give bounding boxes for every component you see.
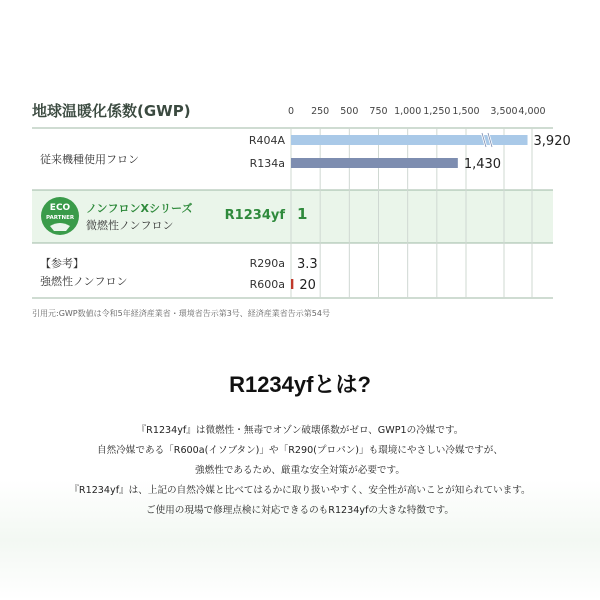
value-label-r1234yf: 1 xyxy=(297,205,308,223)
bar-r134a xyxy=(291,158,458,168)
row-label-r404a: R404A xyxy=(248,134,285,147)
x-tick-label: 1,500 xyxy=(452,106,480,117)
x-tick-label: 4,000 xyxy=(518,106,546,117)
x-tick-labels xyxy=(288,106,546,117)
explanation-line: 『R1234yf』は微燃性・無毒でオゾン破壊係数がゼロ、GWP1の冷媒です。 xyxy=(136,425,464,436)
explanation-line: 自然冷媒である「R600a(イソブタン)」や「R290(プロパン)」も環境にやさしい冷媒ですが、 xyxy=(97,445,503,456)
x-tick-label: 1,250 xyxy=(423,106,451,117)
group-sublabel-strong: 強燃性ノンフロン xyxy=(40,275,128,288)
highlight-band xyxy=(32,190,553,243)
value-label-r404a: 3,920 xyxy=(533,134,571,149)
explanation-title: R1234yfとは? xyxy=(229,372,371,397)
value-label-r290a: 3.3 xyxy=(297,257,318,272)
eco-badge-line2: PARTNER xyxy=(45,215,75,221)
row-label-r600a: R600a xyxy=(249,278,285,291)
explanation-line: 強燃性であるため、厳重な安全対策が必要です。 xyxy=(195,465,405,476)
x-tick-label: 250 xyxy=(311,106,330,117)
source-note: 引用元:GWP数値は令和5年経済産業省・環境省告示第3号、経済産業省告示第54号 xyxy=(32,309,330,318)
value-label-r600a: 20 xyxy=(299,278,316,293)
eco-badge-line1: ECO xyxy=(49,203,71,213)
x-tick-label: 500 xyxy=(340,106,359,117)
eco-badge xyxy=(41,197,79,235)
x-tick-label: 0 xyxy=(287,106,295,117)
chart-title: 地球温暖化係数(GWP) xyxy=(32,102,191,120)
bar-r600a xyxy=(291,279,293,289)
explanation-line: 『R1234yf』は、上記の自然冷媒と比べてはるかに取り扱いやすく、安全性が高いことが知られています。 xyxy=(69,485,531,496)
explanation-section xyxy=(0,360,600,600)
row-label-r290a: R290a xyxy=(249,257,285,270)
group-sublabel-mild: 微燃性ノンフロン xyxy=(86,219,174,232)
value-label-r134a: 1,430 xyxy=(463,157,502,172)
row-label-r1234yf: R1234yf xyxy=(224,208,285,223)
group-label-nonflon-x: ノンフロンXシリーズ xyxy=(86,202,193,215)
x-tick-label: 750 xyxy=(369,106,388,117)
group-label-reference: 【参考】 xyxy=(40,257,84,270)
x-tick-label: 1,000 xyxy=(394,106,422,117)
group-label-conventional: 従来機種使用フロン xyxy=(40,153,139,166)
explanation-line: ご使用の現場で修理点検に対応できるのもR1234yfの大きな特徴です。 xyxy=(146,505,454,516)
row-label-r134a: R134a xyxy=(249,157,285,170)
x-tick-label: 3,500 xyxy=(490,106,518,117)
